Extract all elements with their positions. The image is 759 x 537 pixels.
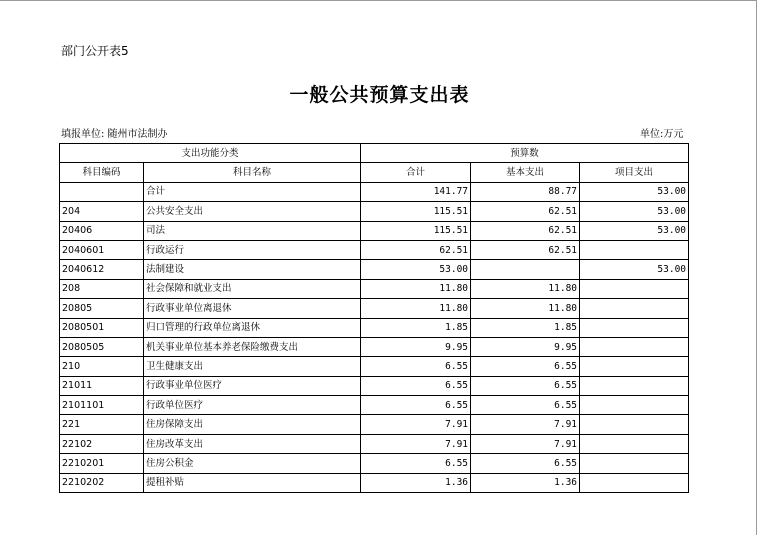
fill-unit-label: 填报单位: 随州市法制办: [61, 129, 168, 140]
column-header-total: 合计: [361, 163, 471, 182]
column-header-name: 科目名称: [144, 163, 361, 182]
cell-name: 公共安全支出: [144, 202, 361, 221]
cell-code: 2040612: [60, 260, 144, 279]
cell-total: 1.85: [361, 318, 471, 337]
cell-total: 7.91: [361, 434, 471, 453]
cell-basic: 6.55: [471, 376, 580, 395]
cell-code: [60, 182, 144, 201]
cell-project: [580, 434, 689, 453]
cell-total: 62.51: [361, 240, 471, 259]
cell-project: [580, 396, 689, 415]
cell-total: 53.00: [361, 260, 471, 279]
cell-code: 2080501: [60, 318, 144, 337]
cell-total: 115.51: [361, 202, 471, 221]
cell-code: 2040601: [60, 240, 144, 259]
cell-name: 住房改革支出: [144, 434, 361, 453]
cell-project: [580, 318, 689, 337]
form-code: 部门公开表5: [61, 44, 129, 58]
cell-total: 115.51: [361, 221, 471, 240]
table-row: [60, 396, 689, 415]
cell-basic: 11.80: [471, 299, 580, 318]
column-header-row: [60, 163, 689, 182]
cell-code: 204: [60, 202, 144, 221]
cell-name: 卫生健康支出: [144, 357, 361, 376]
cell-project: 53.00: [580, 202, 689, 221]
cell-basic: 7.91: [471, 415, 580, 434]
table-row: [60, 357, 689, 376]
table-row: [60, 279, 689, 298]
table-row: [60, 415, 689, 434]
cell-code: 208: [60, 279, 144, 298]
cell-project: 53.00: [580, 260, 689, 279]
column-header-code: 科目编码: [60, 163, 144, 182]
cell-total: 11.80: [361, 299, 471, 318]
cell-name: 行政事业单位医疗: [144, 376, 361, 395]
cell-basic: 6.55: [471, 396, 580, 415]
table-row: [60, 376, 689, 395]
table-row: [60, 202, 689, 221]
cell-code: 2101101: [60, 396, 144, 415]
cell-total: 141.77: [361, 182, 471, 201]
page-title: 一般公共预算支出表: [289, 84, 470, 106]
column-header-project: 项目支出: [580, 163, 689, 182]
cell-name: 合计: [144, 182, 361, 201]
cell-name: 社会保障和就业支出: [144, 279, 361, 298]
group-header-row: [60, 144, 689, 163]
group-header-category: 支出功能分类: [60, 144, 361, 163]
cell-code: 2080505: [60, 337, 144, 356]
cell-code: 20406: [60, 221, 144, 240]
cell-project: [580, 473, 689, 492]
cell-code: 2210202: [60, 473, 144, 492]
cell-project: [580, 415, 689, 434]
table-row: [60, 318, 689, 337]
cell-basic: 11.80: [471, 279, 580, 298]
cell-total: 1.36: [361, 473, 471, 492]
cell-project: [580, 279, 689, 298]
cell-basic: 9.95: [471, 337, 580, 356]
cell-total: 6.55: [361, 454, 471, 473]
cell-total: 6.55: [361, 376, 471, 395]
table-row: [60, 260, 689, 279]
cell-name: 提租补贴: [144, 473, 361, 492]
cell-project: 53.00: [580, 221, 689, 240]
cell-total: 6.55: [361, 396, 471, 415]
cell-name: 归口管理的行政单位离退休: [144, 318, 361, 337]
cell-basic: 62.51: [471, 202, 580, 221]
cell-name: 行政单位医疗: [144, 396, 361, 415]
cell-basic: 1.85: [471, 318, 580, 337]
group-header-budget: 预算数: [361, 144, 689, 163]
cell-name: 行政事业单位离退休: [144, 299, 361, 318]
table-row: [60, 221, 689, 240]
cell-code: 221: [60, 415, 144, 434]
column-header-basic: 基本支出: [471, 163, 580, 182]
table-body: [60, 182, 689, 492]
table-row: [60, 337, 689, 356]
cell-basic: [471, 260, 580, 279]
cell-basic: 7.91: [471, 434, 580, 453]
cell-basic: 6.55: [471, 357, 580, 376]
cell-project: 53.00: [580, 182, 689, 201]
cell-project: [580, 454, 689, 473]
cell-basic: 62.51: [471, 221, 580, 240]
cell-name: 机关事业单位基本养老保险缴费支出: [144, 337, 361, 356]
table-row: [60, 473, 689, 492]
cell-code: 22102: [60, 434, 144, 453]
cell-total: 9.95: [361, 337, 471, 356]
cell-total: 6.55: [361, 357, 471, 376]
unit-label: 单位:万元: [640, 129, 684, 140]
budget-expenditure-table: [59, 143, 689, 493]
cell-basic: 88.77: [471, 182, 580, 201]
cell-project: [580, 299, 689, 318]
cell-project: [580, 240, 689, 259]
cell-name: 司法: [144, 221, 361, 240]
cell-name: 法制建设: [144, 260, 361, 279]
cell-total: 7.91: [361, 415, 471, 434]
cell-code: 210: [60, 357, 144, 376]
cell-project: [580, 357, 689, 376]
cell-code: 21011: [60, 376, 144, 395]
table-row: [60, 240, 689, 259]
table-row: [60, 182, 689, 201]
cell-basic: 6.55: [471, 454, 580, 473]
cell-name: 住房公积金: [144, 454, 361, 473]
table-row: [60, 299, 689, 318]
cell-basic: 62.51: [471, 240, 580, 259]
cell-total: 11.80: [361, 279, 471, 298]
cell-name: 行政运行: [144, 240, 361, 259]
cell-name: 住房保障支出: [144, 415, 361, 434]
cell-code: 20805: [60, 299, 144, 318]
table-row: [60, 454, 689, 473]
cell-project: [580, 376, 689, 395]
table-row: [60, 434, 689, 453]
cell-basic: 1.36: [471, 473, 580, 492]
cell-project: [580, 337, 689, 356]
cell-code: 2210201: [60, 454, 144, 473]
